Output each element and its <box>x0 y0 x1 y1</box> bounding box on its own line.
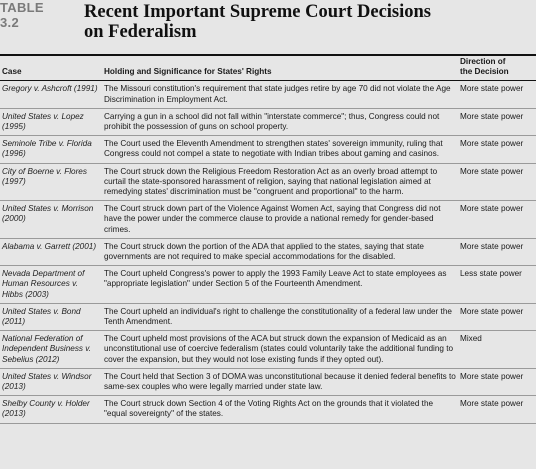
case-name: United States v. Lopez (1995) <box>0 108 104 135</box>
column-header-direction <box>460 56 536 81</box>
table-label-word: TABLE <box>0 0 44 15</box>
direction-text: More state power <box>460 108 536 135</box>
table-title <box>84 2 431 42</box>
holding-text: The Court used the Eleventh Amendment to strengthen states' sovereign immunity, ruling that Congress could not compel a state to negotiate with Indian tribes about gaming and casinos. <box>104 136 460 163</box>
holding-text: The Court held that Section 3 of DOMA was unconstitutional because it denied federal benefits to same-sex couples who were legally married under state law. <box>104 368 460 395</box>
holding-text: The Court struck down part of the Violence Against Women Act, saying that Congress did not have the power under the commerce clause to provide a national remedy for gender-based crimes. <box>104 201 460 239</box>
direction-text: More state power <box>460 201 536 239</box>
column-header-direction-line-2: the Decision <box>460 67 509 77</box>
case-name: City of Boerne v. Flores (1997) <box>0 163 104 201</box>
holding-text: The Court struck down the portion of the ADA that applied to the states, saying that state governments are not required to make special accommodations for the disabled. <box>104 238 460 265</box>
direction-text: More state power <box>460 368 536 395</box>
direction-text: More state power <box>460 81 536 108</box>
title-line-1: Recent Important Supreme Court Decisions <box>84 2 432 22</box>
table-row <box>0 266 536 304</box>
table-header <box>0 0 536 43</box>
direction-text: More state power <box>460 238 536 265</box>
table-row <box>0 81 536 108</box>
direction-text: More state power <box>460 136 536 163</box>
direction-text: Mixed <box>460 331 536 369</box>
table-label <box>0 0 44 30</box>
direction-text: More state power <box>460 303 536 330</box>
table-row <box>0 331 536 369</box>
case-name: Seminole Tribe v. Florida (1996) <box>0 136 104 163</box>
holding-text: Carrying a gun in a school did not fall within "interstate commerce"; thus, Congress could not prohibit the possession of guns on school property. <box>104 108 460 135</box>
holding-text: The Court struck down Section 4 of the Voting Rights Act on the grounds that it violated the "equal sovereignty" of the states. <box>104 396 460 423</box>
column-header-direction-line-1: Direction of <box>460 57 506 66</box>
table-row <box>0 368 536 395</box>
case-name: Nevada Department of Human Resources v. Hibbs (2003) <box>0 266 104 304</box>
table-row <box>0 163 536 201</box>
table-row <box>0 303 536 330</box>
holding-text: The Missouri constitution's requirement that state judges retire by age 70 did not violate the Age Discrimination in Employment Act. <box>104 81 460 108</box>
case-name: Shelby County v. Holder (2013) <box>0 396 104 423</box>
table-label-number: 3.2 <box>0 15 19 30</box>
direction-text: More state power <box>460 396 536 423</box>
table-row <box>0 238 536 265</box>
column-header-holding: Holding and Significance for States' Rights <box>104 56 460 81</box>
holding-text: The Court upheld Congress's power to apply the 1993 Family Leave Act to state employees as "appropriate legislation" under Section 5 of the Fourteenth Amendment. <box>104 266 460 304</box>
decisions-table <box>0 56 536 424</box>
direction-text: More state power <box>460 163 536 201</box>
case-name: National Federation of Independent Business v. Sebelius (2012) <box>0 331 104 369</box>
holding-text: The Court upheld an individual's right to challenge the constitutionality of a federal law under the Tenth Amendment. <box>104 303 460 330</box>
holding-text: The Court struck down the Religious Freedom Restoration Act as an overly broad attempt to curtail the state-sponsored harassment of religion, saying that national legislation aimed at remedying states' discrimination must be "congruent and proportional" to the harm. <box>104 163 460 201</box>
case-name: United States v. Morrison (2000) <box>0 201 104 239</box>
case-name: Alabama v. Garrett (2001) <box>0 238 104 265</box>
title-line-2: on Federalism <box>84 22 197 42</box>
table-row <box>0 108 536 135</box>
table-row <box>0 396 536 423</box>
case-name: Gregory v. Ashcroft (1991) <box>0 81 104 108</box>
holding-text: The Court upheld most provisions of the ACA but struck down the expansion of Medicaid as an unconstitutional use of coercive federalism (states could voluntarily take the additional funding to cover the expansion, but they would not lose existing funds if they opted out). <box>104 331 460 369</box>
table-row <box>0 136 536 163</box>
header-row <box>0 56 536 81</box>
column-header-case: Case <box>0 56 104 81</box>
direction-text: Less state power <box>460 266 536 304</box>
case-name: United States v. Bond (2011) <box>0 303 104 330</box>
case-name: United States v. Windsor (2013) <box>0 368 104 395</box>
table-row <box>0 201 536 239</box>
